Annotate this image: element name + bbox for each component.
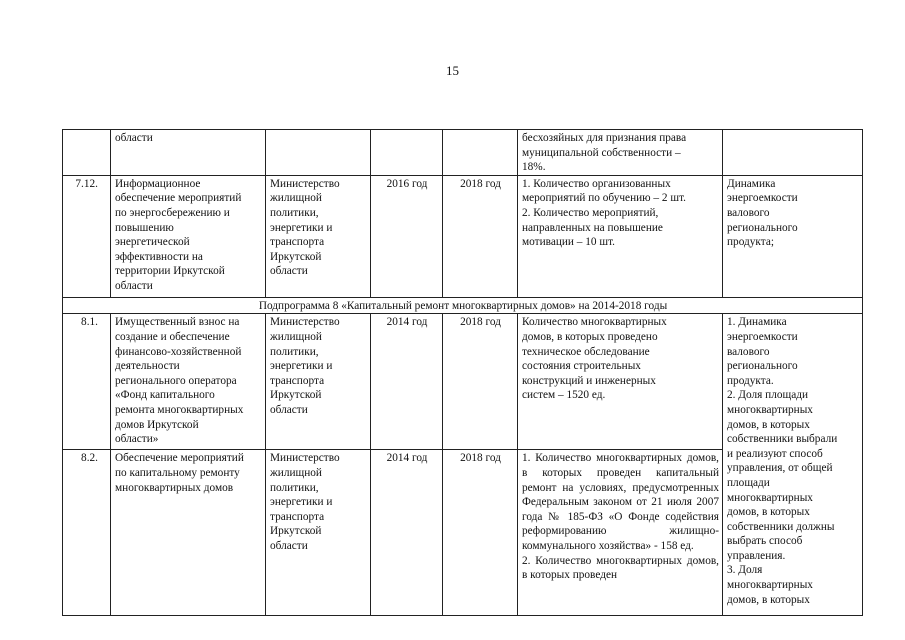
cell-number: 8.1. [63, 314, 111, 450]
cell-indicators: Динамика энергоемкости валового регионального продукта; [723, 175, 863, 297]
cell-executor: Министерство жилищной политики, энергетики и транспорта Иркутской области [266, 175, 371, 297]
cell-end-year: 2018 год [443, 450, 518, 616]
cell-measure-name: области [111, 130, 266, 176]
page-number: 15 [446, 63, 459, 78]
cell-measure-name: Обеспечение мероприятий по капитальному ремонту многоквартирных домов [111, 450, 266, 616]
cell-measure-name: Информационное обеспечение мероприятий по энергосбережению и повышению энергетической эффективности на территории Иркутской области [111, 175, 266, 297]
cell-result: 1. Количество организованных мероприятий по обучению – 2 шт. 2. Количество мероприятий, направленных на повышение мотивации – 10 шт. [518, 175, 723, 297]
cell-measure-name: Имущественный взнос на создание и обеспечение финансово-хозяйственной деятельности регионального оператора «Фонд капитального ремонта многоквартирных домов Иркутской области» [111, 314, 266, 450]
table-row-continued [63, 130, 863, 176]
cell-start-year [371, 130, 443, 176]
cell-end-year: 2018 год [443, 175, 518, 297]
cell-number: 8.2. [63, 450, 111, 616]
cell-number: 7.12. [63, 175, 111, 297]
table-row-7-12 [63, 175, 863, 297]
measures-table [62, 129, 863, 616]
subprogram-title: Подпрограмма 8 «Капитальный ремонт многоквартирных домов» на 2014-2018 годы [63, 297, 863, 314]
cell-indicators: 1. Динамика энергоемкости валового регионального продукта. 2. Доля площади многоквартирных домов, в которых собственники выбрали и реализуют способ управления, от общей площади многоквартирных домов, в которых собственники должны выбрать способ управления. 3. Доля многоквартирных домов, в которых [723, 314, 863, 616]
table-row-8-1 [63, 314, 863, 450]
cell-result: 1. Количество многоквартирных домов, в которых проведен капитальный ремонт на условиях, предусмотренных Федеральным законом от 21 июля 2007 года № 185-ФЗ «О Фонде содействия реформированию жилищно-коммунального хозяйства» - 158 ед. 2. Количество многоквартирных домов, в которых проведен [518, 450, 723, 616]
cell-executor: Министерство жилищной политики, энергетики и транспорта Иркутской области [266, 450, 371, 616]
cell-executor [266, 130, 371, 176]
cell-indicators [723, 130, 863, 176]
cell-end-year [443, 130, 518, 176]
cell-end-year: 2018 год [443, 314, 518, 450]
cell-number [63, 130, 111, 176]
cell-start-year: 2014 год [371, 314, 443, 450]
cell-start-year: 2014 год [371, 450, 443, 616]
cell-executor: Министерство жилищной политики, энергетики и транспорта Иркутской области [266, 314, 371, 450]
cell-result: бесхозяйных для признания права муниципальной собственности – 18%. [518, 130, 723, 176]
cell-start-year: 2016 год [371, 175, 443, 297]
subprogram-header-row [63, 297, 863, 314]
cell-result: Количество многоквартирных домов, в которых проведено техническое обследование состояния строительных конструкций и инженерных систем – 1520 ед. [518, 314, 723, 450]
